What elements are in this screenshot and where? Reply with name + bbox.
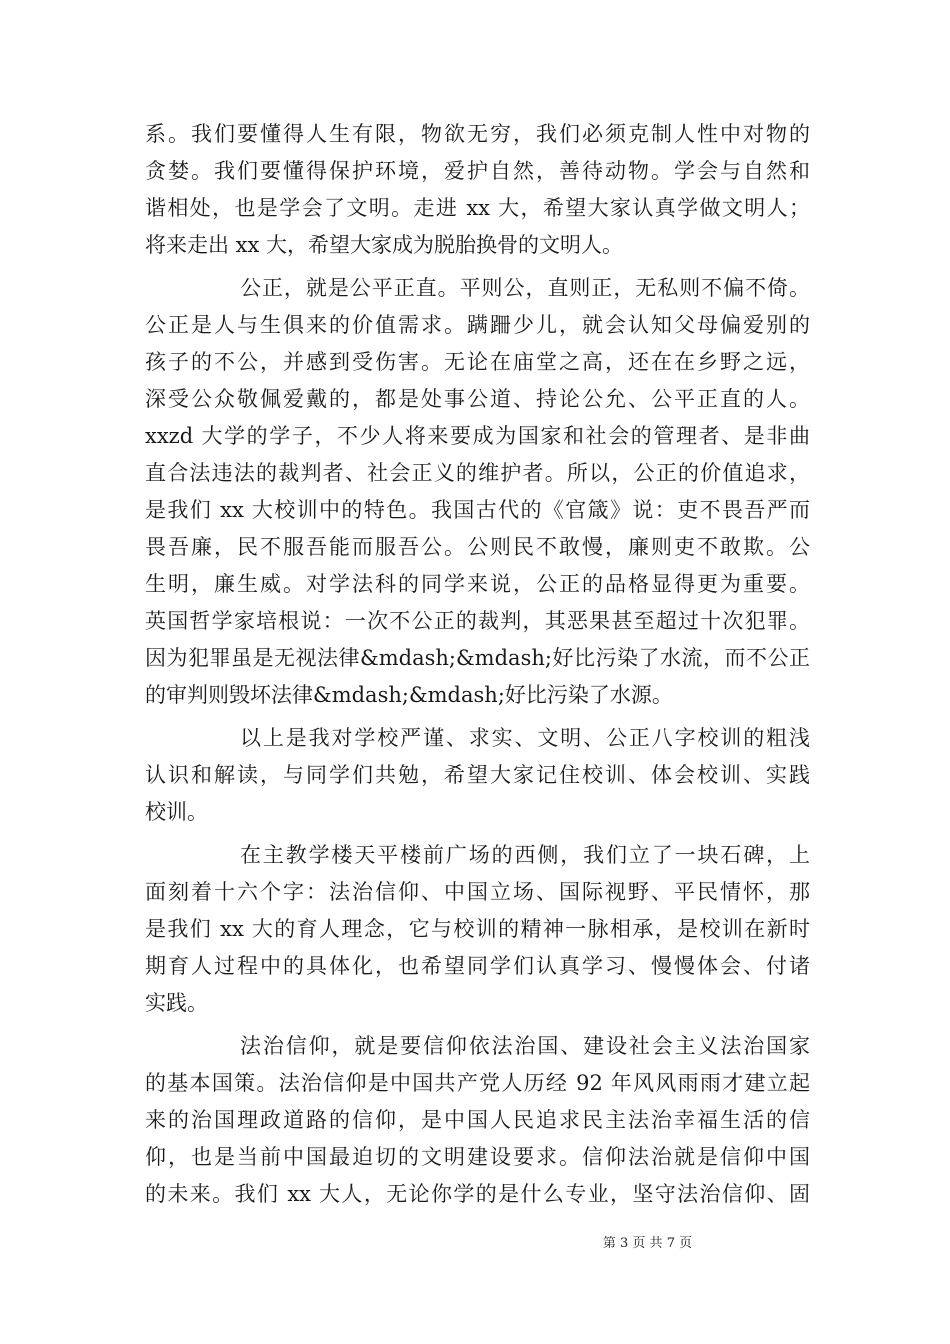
paragraph-line: 深受公众敬佩爱戴的，都是处事公道、持论公允、公平正直的人。 [145,387,810,411]
paragraph-line: 公正是人与生俱来的价值需求。蹒跚少儿，就会认知父母偏爱别的 [145,313,810,337]
paragraph [145,270,810,714]
paragraph-line: 系。我们要懂得人生有限，物欲无穷，我们必须克制人性中对物的 [145,122,810,146]
paragraph-line: 的基本国策。法治信仰是中国共产党人历经 92 年风风雨雨才建立起 [145,1071,810,1095]
paragraph-line: 将来走出 xx 大，希望大家成为脱胎换骨的文明人。 [145,233,624,257]
paragraph-line: 的未来。我们 xx 大人，无论你学的是什么专业，坚守法治信仰、固 [145,1182,810,1206]
paragraph-line: 来的治国理政道路的信仰，是中国人民追求民主法治幸福生活的信 [145,1108,810,1132]
paragraph-line: 孩子的不公，并感到受伤害。无论在庙堂之高，还在在乡野之远， [145,350,810,374]
document-body [145,116,810,1213]
paragraph-line: xxzd 大学的学子，不少人将来要成为国家和社会的管理者、是非曲 [145,424,810,448]
paragraph-line: 法治信仰，就是要信仰依法治国、建设社会主义法治国家 [240,1034,810,1058]
paragraph-line: 是我们 xx 大校训中的特色。我国古代的《官箴》说：吏不畏吾严而 [145,498,810,522]
paragraph-line: 面刻着十六个字：法治信仰、中国立场、国际视野、平民情怀，那 [145,880,810,904]
paragraph-line: 校训。 [145,800,208,824]
paragraph-line: 因为犯罪虽是无视法律&mdash;&mdash;好比污染了水流，而不公正 [145,646,810,670]
paragraph [145,837,810,1022]
paragraph-line: 是我们 xx 大的育人理念，它与校训的精神一脉相承，是校训在新时 [145,917,810,941]
paragraph-line: 英国哲学家培根说：一次不公正的裁判，其恶果甚至超过十次犯罪。 [145,609,810,633]
page-number-footer: 第 3 页 共 7 页 [602,1236,693,1251]
paragraph-line: 的审判则毁坏法律&mdash;&mdash;好比污染了水源。 [145,683,673,707]
paragraph-line: 仰，也是当前中国最迫切的文明建设要求。信仰法治就是信仰中国 [145,1145,810,1169]
paragraph-line: 认识和解读，与同学们共勉，希望大家记住校训、体会校训、实践 [145,763,810,787]
paragraph-line: 以上是我对学校严谨、求实、文明、公正八字校训的粗浅 [240,726,810,750]
paragraph [145,720,810,831]
paragraph-line: 畏吾廉，民不服吾能而服吾公。公则民不敢慢，廉则吏不敢欺。公 [145,535,810,559]
paragraph-line: 谐相处，也是学会了文明。走进 xx 大，希望大家认真学做文明人； [145,196,810,220]
paragraph-line: 实践。 [145,991,208,1015]
paragraph [145,1028,810,1213]
paragraph-line: 生明，廉生威。对学法科的同学来说，公正的品格显得更为重要。 [145,572,810,596]
paragraph-line: 贪婪。我们要懂得保护环境，爱护自然，善待动物。学会与自然和 [145,159,810,183]
paragraph-line: 公正，就是公平正直。平则公，直则正，无私则不偏不倚。 [240,276,810,300]
paragraph-line: 在主教学楼天平楼前广场的西侧，我们立了一块石碑，上 [240,843,810,867]
paragraph-line: 直合法违法的裁判者、社会正义的维护者。所以，公正的价值追求， [145,461,810,485]
paragraph-line: 期育人过程中的具体化，也希望同学们认真学习、慢慢体会、付诸 [145,954,810,978]
paragraph [145,116,810,264]
